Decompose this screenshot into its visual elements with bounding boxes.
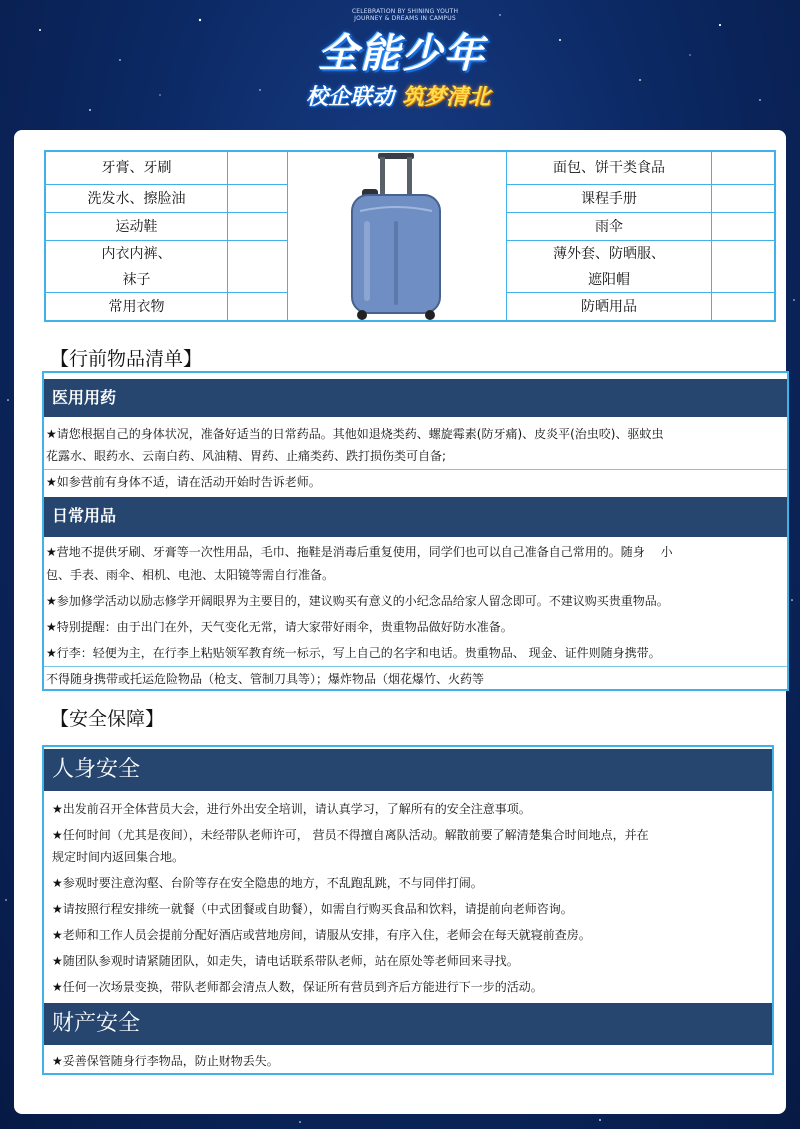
header-title: 全能少年 xyxy=(318,31,486,77)
personal-safety-line: ★任何一次场景变换，带队老师都会清点人数，保证所有营员到齐后方能进行下一步的活动。 xyxy=(52,980,543,994)
property-safety-header: 财产安全 xyxy=(44,1003,772,1045)
personal-safety-line: ★出发前召开全体营员大会，进行外出安全培训，请认真学习，了解所有的安全注意事项。 xyxy=(52,802,531,816)
section-checklist-title: 【行前物品清单】 xyxy=(50,348,203,370)
daily-line: ★行李：轻便为主，在行李上粘贴领军教育统一标示，写上自己的名字和电话。贵重物品、 现金、证件则随身携带。 xyxy=(46,646,661,660)
section-safety-title: 【安全保障】 xyxy=(50,708,165,730)
header-subtitle-right: 筑梦清北 xyxy=(402,85,491,110)
safety-box xyxy=(42,745,774,1075)
packing-item-right-line2: 遮阳帽 xyxy=(588,271,630,288)
packing-check-right xyxy=(712,293,774,320)
packing-check-left xyxy=(228,241,288,293)
packing-check-right xyxy=(712,213,774,241)
packing-item-left-line2: 袜子 xyxy=(122,271,151,288)
packing-check-left xyxy=(228,293,288,320)
packing-item-right: 课程手册 xyxy=(506,185,712,213)
personal-safety-header: 人身安全 xyxy=(44,749,772,791)
medical-line: ★如参营前有身体不适，请在活动开始时告诉老师。 xyxy=(46,475,321,489)
checklist-box xyxy=(42,371,789,691)
daily-line: ★特别提醒：由于出门在外，天气变化无常，请大家带好雨伞，贵重物品做好防水准备。 xyxy=(46,620,513,634)
packing-item-left: 常用衣物 xyxy=(46,293,228,320)
personal-safety-line: ★参观时要注意沟壑、台阶等存在安全隐患的地方，不乱跑乱跳，不与同伴打闹。 xyxy=(52,876,483,890)
packing-check-right xyxy=(712,152,774,185)
header-banner xyxy=(0,0,800,120)
packing-check-right xyxy=(712,241,774,293)
packing-item-left: 牙膏、牙刷 xyxy=(46,152,228,185)
property-safety-line: ★妥善保管随身行李物品，防止财物丢失。 xyxy=(52,1054,279,1068)
personal-safety-line: 规定时间内返回集合地。 xyxy=(52,850,185,864)
packing-check-right xyxy=(712,185,774,213)
packing-item-right: 防晒用品 xyxy=(506,293,712,320)
daily-line: 不得随身携带或托运危险物品（枪支、管制刀具等）；爆炸物品（烟花爆竹、火药等 xyxy=(46,672,485,686)
medical-line: 花露水、眼药水、云南白药、风油精、胃药、止痛类药、跌打损伤类可自备; xyxy=(46,449,447,463)
packing-item-right-line1: 薄外套、防晒服、 xyxy=(553,245,665,262)
daily-line: ★营地不提供牙刷、牙膏等一次性用品，毛巾、拖鞋是消毒后重复使用，同学们也可以自己准备自己常用的。随身 小 xyxy=(46,545,673,559)
daily-line: ★参加修学活动以励志修学开阔眼界为主要目的，建议购买有意义的小纪念品给家人留念即可。不建议购买贵重物品。 xyxy=(46,594,669,608)
packing-check-left xyxy=(228,185,288,213)
packing-item-left-line1: 内衣内裤、 xyxy=(101,245,172,262)
personal-safety-line: ★老师和工作人员会提前分配好酒店或营地房间，请服从安排，有序入住，老师会在每天就寝前查房。 xyxy=(52,928,591,942)
suitcase-illustration xyxy=(288,150,504,322)
header-subtitle-left: 校企联动 xyxy=(306,85,395,110)
daily-header: 日常用品 xyxy=(44,497,787,537)
packing-item-left: 洗发水、擦脸油 xyxy=(46,185,228,213)
personal-safety-line: ★任何时间（尤其是夜间），未经带队老师许可， 营员不得擅自离队活动。解散前要了解清楚集合时间地点，并在 xyxy=(52,828,649,842)
personal-safety-line: ★请按照行程安排统一就餐（中式团餐或自助餐），如需自行购买食品和饮料，请提前向老师咨询。 xyxy=(52,902,573,916)
packing-item-left: 运动鞋 xyxy=(46,213,228,241)
packing-item-left xyxy=(46,241,228,293)
packing-item-right xyxy=(506,241,712,293)
divider xyxy=(44,469,787,470)
header-small-caption: CELEBRATION BY SHINING YOUTH JOURNEY & DREAMS IN CAMPUS xyxy=(351,8,459,22)
personal-safety-line: ★随团队参观时请紧随团队，如走失，请电话联系带队老师，站在原处等老师回来寻找。 xyxy=(52,954,519,968)
packing-item-right: 面包、饼干类食品 xyxy=(506,152,712,185)
daily-line: 包、手表、雨伞、相机、电池、太阳镜等需自行准备。 xyxy=(46,568,335,582)
packing-item-right: 雨伞 xyxy=(506,213,712,241)
packing-check-left xyxy=(228,213,288,241)
medical-line: ★请您根据自己的身体状况，准备好适当的日常药品。其他如退烧类药、螺旋霉素(防牙痛)、皮炎平(治虫咬)、驱蚊虫 xyxy=(46,427,664,441)
divider xyxy=(44,666,787,667)
packing-check-left xyxy=(228,152,288,185)
medical-header: 医用用药 xyxy=(44,379,787,417)
